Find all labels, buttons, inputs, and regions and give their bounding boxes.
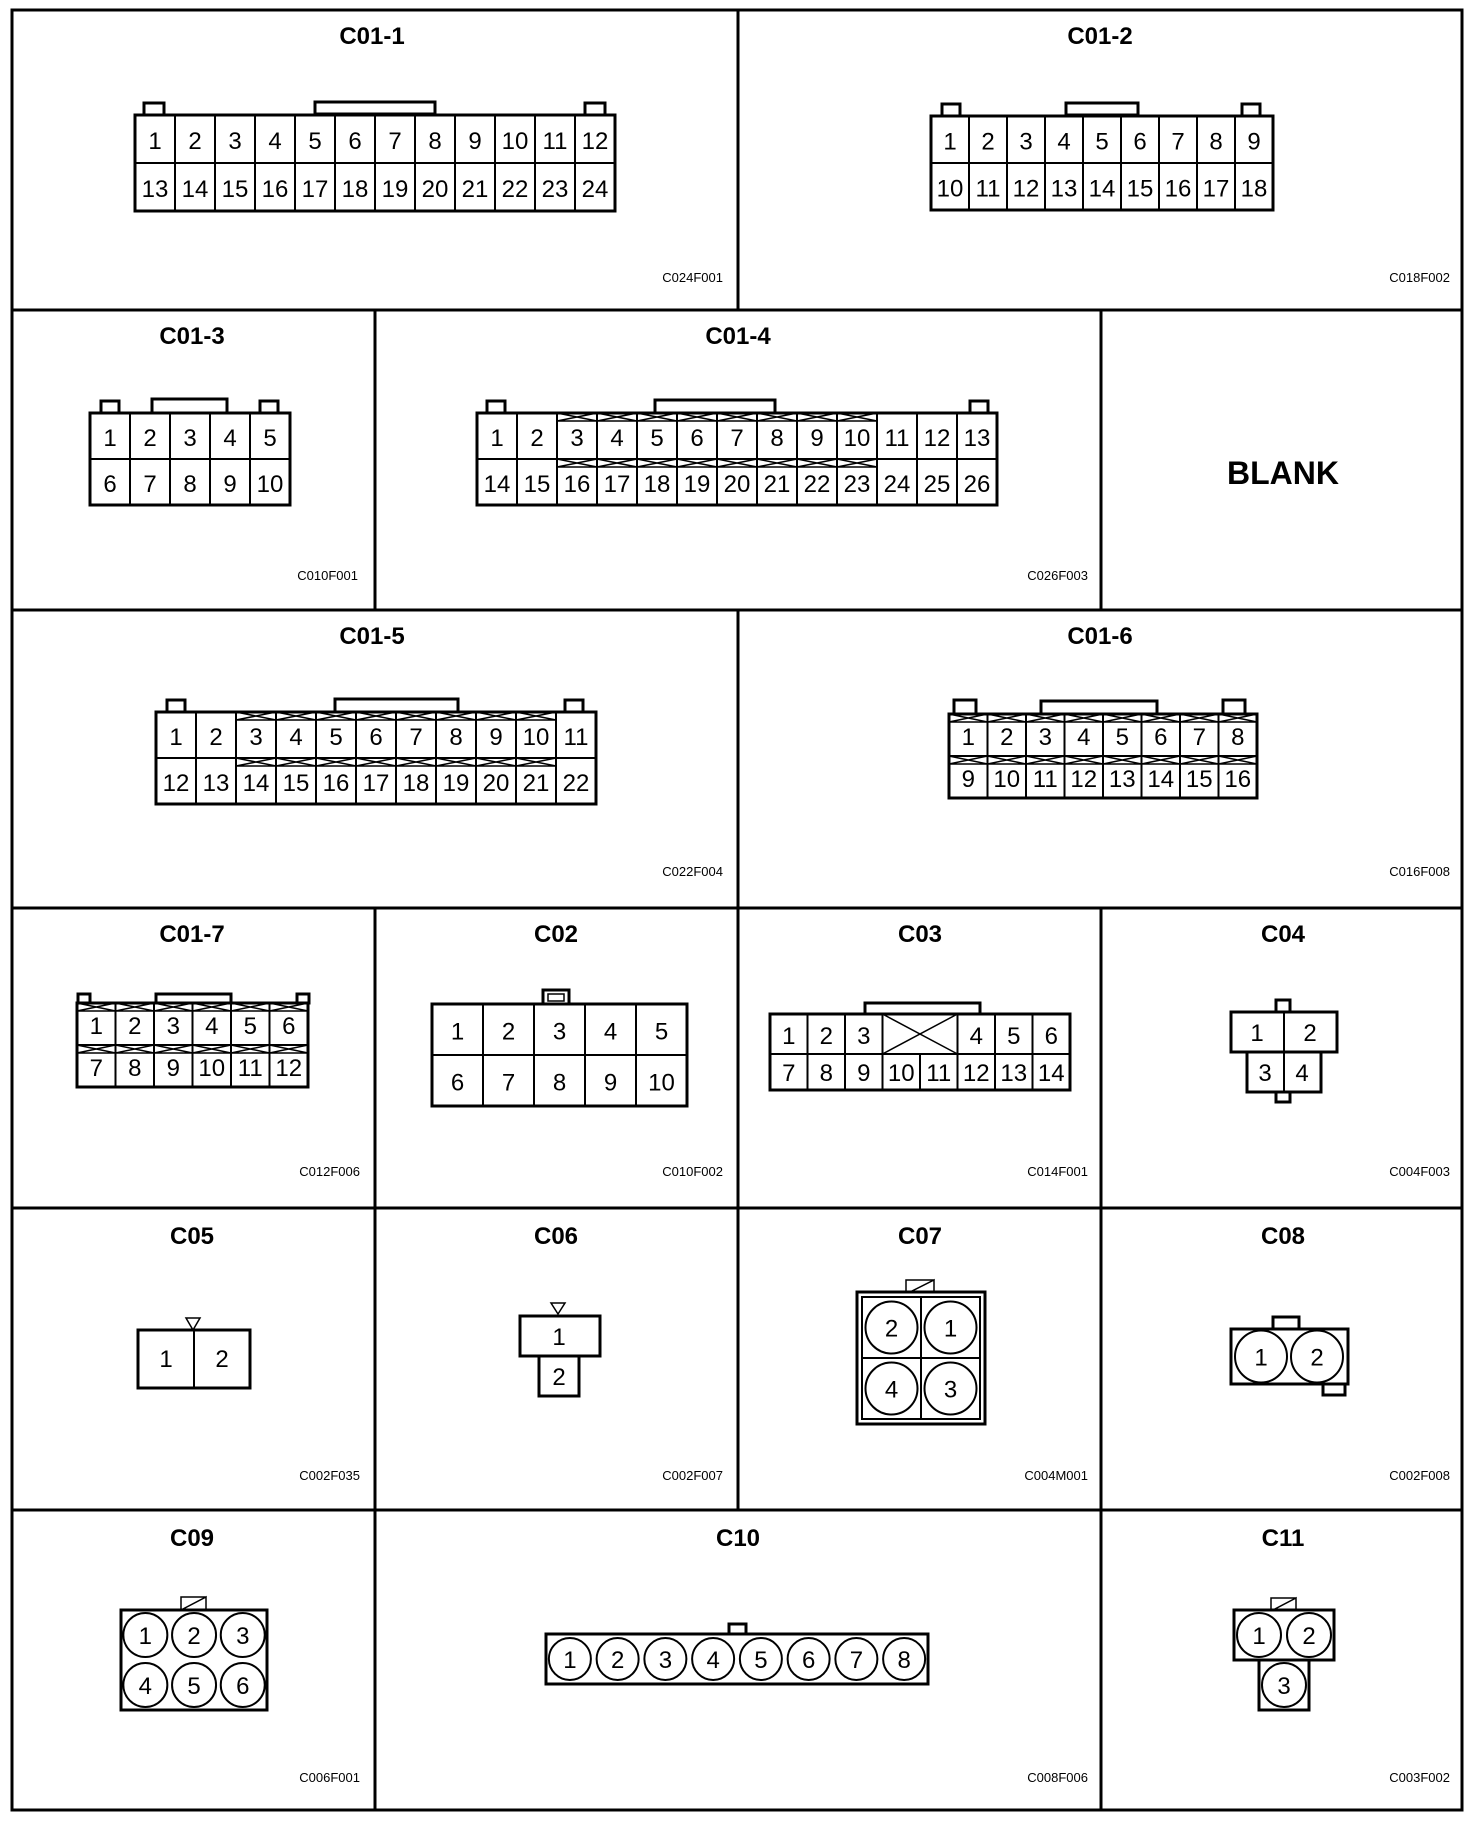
pin-label: 13 [963, 425, 991, 452]
pin-label: 12 [275, 1055, 303, 1082]
pin-label: 6 [690, 425, 704, 452]
pin-label: 2 [1310, 1344, 1324, 1372]
pin-label: 4 [610, 425, 624, 452]
pin-label: 21 [522, 770, 550, 797]
pin-label: 3 [183, 425, 197, 452]
panel-c01-7 [12, 908, 375, 1208]
panel-title: C01-1 [339, 23, 405, 50]
pin-label: 8 [1231, 724, 1245, 751]
pin-label: 7 [388, 128, 402, 155]
panel-c01-6 [738, 610, 1462, 908]
pin-label: 10 [993, 766, 1021, 793]
pin-grid [135, 115, 615, 211]
panel-c11 [1101, 1510, 1462, 1810]
pin-label: 2 [981, 128, 995, 156]
part-code: C024F001 [662, 270, 723, 285]
pin-label: 16 [1224, 766, 1252, 793]
pin-label: 1 [169, 724, 183, 751]
pin-label: 17 [301, 176, 329, 203]
pin-label: 3 [570, 425, 584, 452]
part-code: C010F002 [662, 1164, 723, 1179]
pin-label: 22 [562, 770, 590, 797]
pin-label: 18 [1240, 175, 1268, 203]
pin-label: 11 [542, 128, 568, 155]
pin-label: 6 [1044, 1023, 1058, 1050]
pin-label: 13 [202, 770, 230, 797]
pin-label: 2 [215, 1346, 229, 1373]
pin-label: 17 [603, 471, 631, 498]
pin-label: 18 [341, 176, 369, 203]
pin-label: 4 [1077, 724, 1091, 751]
pin-label: 1 [148, 128, 162, 155]
pin-label: 10 [256, 471, 284, 498]
pin-label: 12 [923, 425, 951, 452]
pin-label: 7 [1171, 128, 1185, 156]
pin-label: 2 [819, 1023, 833, 1050]
pin-label: 3 [249, 724, 263, 751]
pin-label: 1 [961, 724, 975, 751]
pin-label: 8 [770, 425, 784, 452]
pin-label: 3 [1277, 1673, 1291, 1700]
pin-label: 8 [897, 1647, 911, 1674]
pin-label: 5 [650, 425, 664, 452]
panel-title: C04 [1260, 921, 1306, 948]
pin-label: 2 [209, 724, 223, 751]
pin-label: 3 [943, 1376, 958, 1404]
pin-label: 13 [1108, 766, 1136, 793]
part-code: C026F003 [1027, 568, 1088, 583]
pin-label: 7 [782, 1060, 796, 1087]
pin-label: 2 [143, 425, 157, 452]
pin-label: 5 [1007, 1023, 1021, 1050]
pin-label: 13 [141, 176, 169, 203]
pin-label: 22 [803, 471, 831, 498]
part-code: C002F007 [662, 1468, 723, 1483]
pin-label: 20 [421, 176, 449, 203]
panel-title: C05 [169, 1223, 215, 1250]
pin-label: 1 [1254, 1344, 1268, 1372]
pin-label: 2 [530, 425, 544, 452]
panel-c01-2 [738, 10, 1462, 310]
pin-label: 1 [490, 425, 504, 452]
panel-title: C11 [1261, 1525, 1305, 1552]
part-code: C006F001 [299, 1770, 360, 1785]
pin-label: 15 [221, 176, 249, 203]
pin-label: 6 [348, 128, 362, 155]
panel-c04 [1101, 908, 1462, 1208]
pin-label: 7 [501, 1069, 516, 1097]
pin-label: 3 [228, 128, 242, 155]
pin-label: 14 [242, 770, 270, 797]
pin-label: 1 [89, 1013, 103, 1040]
pin-label: 1 [782, 1023, 796, 1050]
part-code: C002F035 [299, 1468, 360, 1483]
part-code: C016F008 [1389, 864, 1450, 879]
pin-label: 2 [187, 1623, 201, 1650]
part-code: C022F004 [662, 864, 723, 879]
panel-c06 [375, 1208, 738, 1510]
pin-label: 1 [159, 1346, 173, 1373]
pin-label: 8 [819, 1060, 833, 1087]
part-code: C003F002 [1389, 1770, 1450, 1785]
pin-label: 14 [1147, 766, 1175, 793]
pin-label: 6 [103, 471, 117, 498]
panel-c01-3 [12, 310, 375, 610]
pin-label: 4 [138, 1673, 153, 1700]
pin-label: 8 [428, 128, 442, 155]
panel-title: C10 [715, 1525, 761, 1552]
pin-label: 15 [1185, 766, 1213, 793]
pin-label: 1 [943, 128, 957, 156]
panel-title: C03 [897, 921, 943, 948]
pin-label: 18 [643, 471, 671, 498]
pin-label: 20 [723, 471, 751, 498]
part-code: C008F006 [1027, 1770, 1088, 1785]
pin-label: 19 [683, 471, 711, 498]
pin-label: 2 [501, 1018, 516, 1046]
pin-grid [156, 712, 596, 804]
pin-label: 11 [1032, 766, 1058, 793]
pin-label: 19 [442, 770, 470, 797]
pin-label: 9 [1247, 128, 1261, 156]
panel-title: C09 [169, 1525, 215, 1552]
panel-c09 [12, 1510, 375, 1810]
pin-label: 7 [730, 425, 744, 452]
pin-label: 23 [541, 176, 569, 203]
panel-title: C01-5 [339, 623, 405, 650]
part-code: C004M001 [1024, 1468, 1088, 1483]
pin-label: 8 [183, 471, 197, 498]
pin-label: 1 [138, 1623, 153, 1650]
pin-label: 2 [128, 1013, 142, 1040]
pin-label: 4 [706, 1647, 720, 1674]
panel-c01-4 [375, 310, 1101, 610]
pin-label: 2 [1302, 1623, 1316, 1650]
pin-label: 16 [1164, 175, 1192, 203]
pin-label: 1 [552, 1324, 566, 1351]
pin-label: 21 [763, 471, 791, 498]
pin-label: 10 [887, 1060, 915, 1087]
pin-label: 2 [1000, 724, 1014, 751]
pin-label: 1 [563, 1647, 577, 1674]
pin-label: 16 [322, 770, 350, 797]
panel-c05 [12, 1208, 375, 1510]
panel-title: C01-2 [1067, 23, 1133, 50]
pin-label: 14 [483, 471, 511, 498]
pin-label: 12 [962, 1060, 990, 1087]
pin-label: 2 [552, 1364, 566, 1391]
pin-label: 3 [166, 1013, 180, 1040]
pin-label: 21 [461, 176, 489, 203]
pin-grid [477, 413, 997, 505]
pin-label: 10 [936, 175, 964, 203]
pin-grid [432, 1004, 687, 1106]
pin-label: 17 [1202, 175, 1230, 203]
pin-label: 2 [884, 1315, 899, 1343]
pin-label: 22 [501, 176, 529, 203]
pin-label: 10 [648, 1069, 675, 1097]
pin-label: 4 [289, 724, 303, 751]
panel-c01-1 [12, 10, 738, 310]
pin-label: 14 [181, 176, 209, 203]
pin-label: 9 [961, 766, 975, 793]
pin-label: 2 [1303, 1020, 1317, 1047]
pin-label: 6 [282, 1013, 296, 1040]
part-code: C012F006 [299, 1164, 360, 1179]
pin-label: 2 [610, 1647, 625, 1674]
panel-c01-5 [12, 610, 738, 908]
pin-label: 8 [128, 1055, 142, 1082]
pin-label: 1 [943, 1315, 958, 1343]
pin-label: 11 [884, 425, 910, 452]
pin-label: 8 [449, 724, 463, 751]
part-code: C010F001 [297, 568, 358, 583]
pin-label: 7 [409, 724, 423, 751]
pin-label: 12 [162, 770, 190, 797]
pin-label: 9 [166, 1055, 180, 1082]
pin-label: 11 [237, 1055, 263, 1082]
pin-label: 1 [450, 1018, 465, 1046]
pin-label: 9 [468, 128, 482, 155]
part-code: C002F008 [1389, 1468, 1450, 1483]
panel-c02 [375, 908, 738, 1208]
pin-label: 4 [205, 1013, 219, 1040]
pin-label: 12 [1070, 766, 1098, 793]
pin-label: 7 [89, 1055, 103, 1082]
pin-label: 3 [552, 1018, 567, 1046]
pin-grid [931, 116, 1273, 210]
pin-label: 25 [923, 471, 951, 498]
pin-label: 3 [236, 1623, 250, 1650]
pin-label: 5 [263, 425, 277, 452]
pin-label: 10 [843, 425, 871, 452]
pin-label: 3 [1038, 724, 1052, 751]
pin-label: 1 [1252, 1623, 1266, 1650]
pin-label: 7 [849, 1647, 864, 1674]
pin-label: 7 [143, 471, 157, 498]
pin-label: 10 [198, 1055, 226, 1082]
pin-label: 15 [523, 471, 551, 498]
pin-label: 9 [857, 1060, 871, 1087]
pin-label: 8 [552, 1069, 567, 1097]
pin-label: 4 [969, 1023, 983, 1050]
panel-c10 [375, 1510, 1101, 1810]
panel-title: C07 [897, 1223, 943, 1250]
pin-label: 4 [268, 128, 282, 155]
panel-title: C02 [533, 921, 579, 948]
part-code: C004F003 [1389, 1164, 1450, 1179]
pin-label: 13 [1050, 175, 1078, 203]
pin-label: 12 [1012, 175, 1040, 203]
c03-grid [770, 1014, 1070, 1090]
pin-label: 9 [489, 724, 503, 751]
pin-label: 12 [581, 128, 609, 155]
pin-label: 26 [963, 471, 991, 498]
blank-label: BLANK [1227, 455, 1339, 491]
pin-label: 5 [1095, 128, 1109, 156]
pin-label: 11 [926, 1060, 952, 1087]
panel-title: C08 [1260, 1223, 1306, 1250]
pin-grid [90, 413, 290, 505]
pin-label: 19 [381, 176, 409, 203]
pin-label: 15 [282, 770, 310, 797]
pin-label: 15 [1126, 175, 1154, 203]
pin-label: 5 [243, 1013, 257, 1040]
pin-label: 5 [329, 724, 343, 751]
pin-label: 13 [1000, 1060, 1028, 1087]
part-code: C014F001 [1027, 1164, 1088, 1179]
pin-label: 6 [1133, 128, 1147, 156]
pin-label: 24 [883, 471, 911, 498]
panel-title: C01-6 [1067, 623, 1133, 650]
pin-label: 6 [801, 1647, 816, 1674]
pin-label: 3 [1019, 128, 1033, 156]
pin-label: 10 [501, 128, 529, 155]
pin-label: 23 [843, 471, 871, 498]
pin-label: 5 [187, 1673, 201, 1700]
panel-title: C01-4 [705, 323, 771, 350]
pin-label: 6 [1154, 724, 1168, 751]
pin-label: 9 [223, 471, 237, 498]
pin-label: 14 [1088, 175, 1116, 203]
pin-label: 16 [563, 471, 591, 498]
part-code: C018F002 [1389, 270, 1450, 285]
pin-label: 4 [1057, 128, 1071, 156]
pin-label: 1 [1250, 1020, 1264, 1047]
panel-title: C01-7 [159, 921, 225, 948]
panel-title: C01-3 [159, 323, 225, 350]
pin-label: 8 [1209, 128, 1223, 156]
pin-grid [77, 1003, 308, 1087]
pin-label: 2 [188, 128, 202, 155]
pin-label: 17 [362, 770, 390, 797]
pin-label: 6 [450, 1069, 465, 1097]
pin-label: 6 [369, 724, 383, 751]
pin-label: 24 [581, 176, 609, 203]
pin-label: 5 [308, 128, 322, 155]
pin-grid [949, 714, 1257, 798]
pin-label: 6 [236, 1673, 250, 1700]
pin-label: 3 [658, 1647, 673, 1674]
pin-label: 4 [1295, 1060, 1309, 1087]
pin-label: 1 [103, 425, 117, 452]
pin-label: 10 [522, 724, 550, 751]
panel-c08 [1101, 1208, 1462, 1510]
pin-label: 4 [603, 1018, 618, 1046]
pin-label: 11 [563, 724, 589, 751]
pin-label: 14 [1037, 1060, 1065, 1087]
pin-label: 4 [884, 1376, 899, 1404]
panel-c07 [738, 1208, 1101, 1510]
pin-label: 5 [754, 1647, 768, 1674]
pin-label: 4 [223, 425, 237, 452]
pin-label: 5 [654, 1018, 669, 1046]
panel-c03 [738, 908, 1101, 1208]
pin-label: 7 [1192, 724, 1206, 751]
panel-title: C06 [533, 1223, 579, 1250]
pin-label: 5 [1115, 724, 1129, 751]
pin-label: 9 [603, 1069, 618, 1097]
panel-blank [1101, 310, 1462, 610]
pin-label: 20 [482, 770, 510, 797]
pin-label: 11 [975, 175, 1001, 203]
pin-label: 3 [857, 1023, 871, 1050]
pin-label: 16 [261, 176, 289, 203]
pin-label: 9 [810, 425, 824, 452]
pin-label: 18 [402, 770, 430, 797]
pin-label: 3 [1258, 1060, 1272, 1087]
